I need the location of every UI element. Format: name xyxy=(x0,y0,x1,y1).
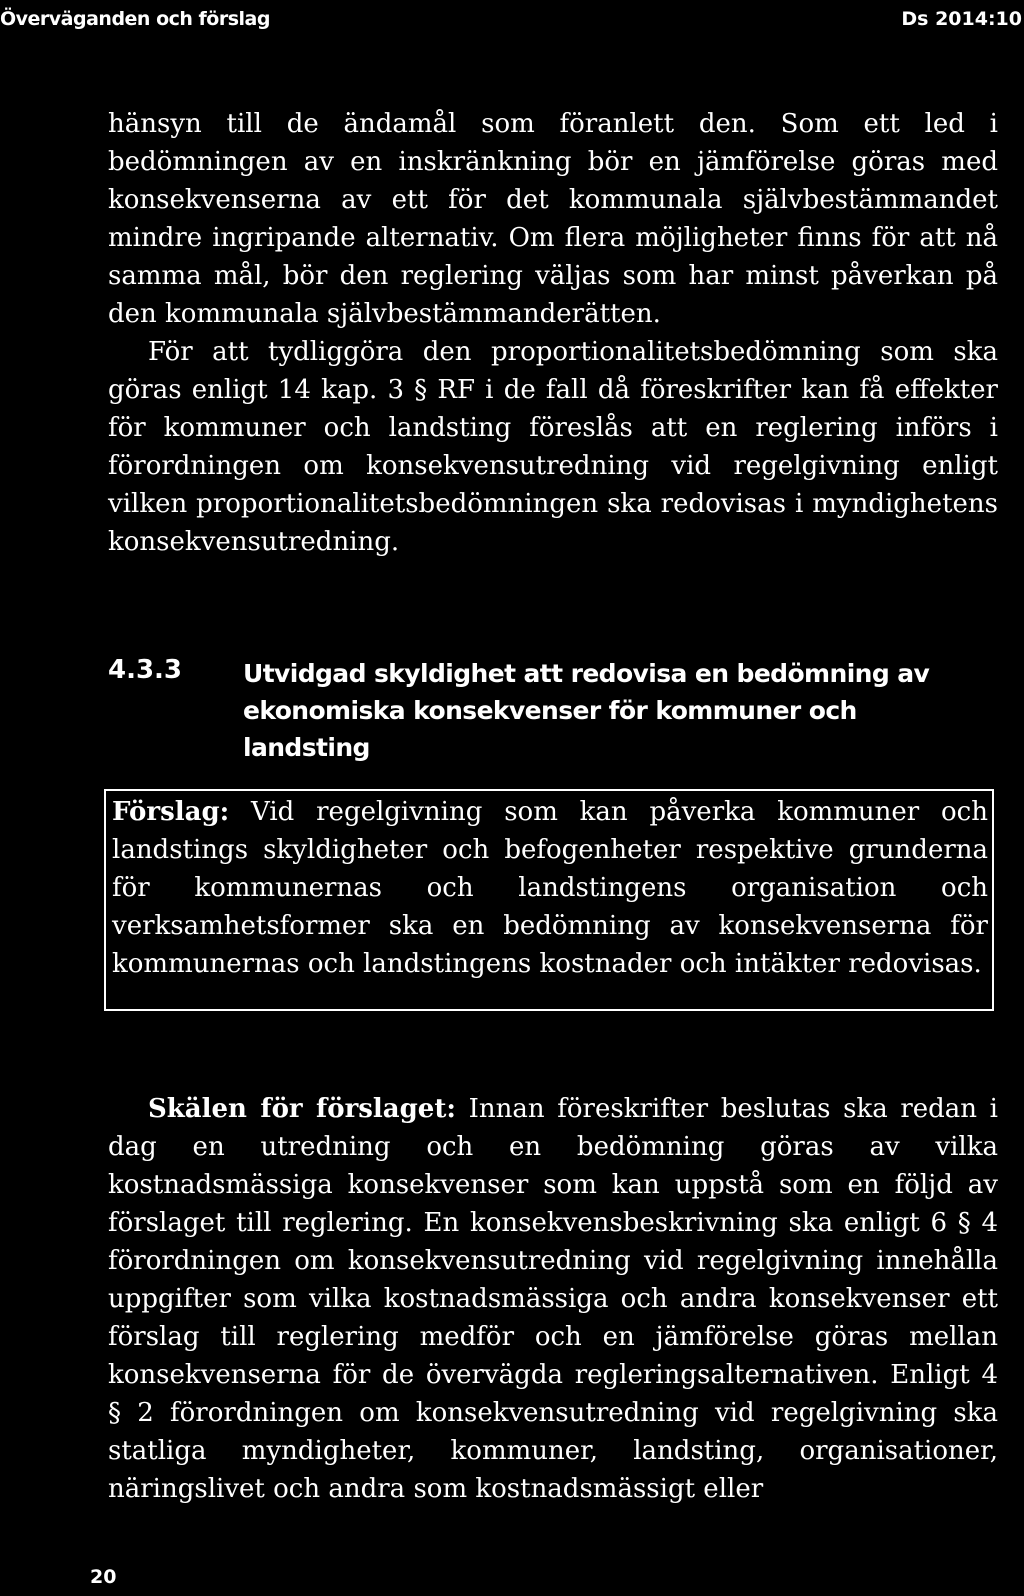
reasons-body: Innan föreskrifter beslutas ska redan i dag en utredning och en bedömning göras av vilka kostnadsmässiga konsekvenser som kan uppstå som en följd av förslaget till reglering. En konsekvensbeskrivning ska enligt 6 § 4 förordningen om konsekvensutredning vid regelgivning innehålla uppgifter som vilka kostnadsmässiga och andra konsekvenser ett förslag till reglering medför och en jämförelse göras mellan konsekvenserna för de övervägda regleringsalternativen. Enligt 4 § 2 förordningen om konsekvensutredning vid regelgivning ska statliga myndigheter, kommuner, landsting, organisationer, näringslivet och andra som kostnadsmässigt eller xyxy=(108,1094,999,1504)
section-heading: Utvidgad skyldighet att redovisa en bedömning av ekonomiska konsekvenser för kommuner och landsting xyxy=(243,659,930,762)
running-header-doc-id: Ds 2014:10 xyxy=(901,8,1022,30)
body-paragraph-1: hänsyn till de ändamål som föranlett den. Som ett led i bedömningen av en inskränkning bör en jämförelse göras med konsekvenserna av ett för det kommunala självbestämmandet mindre ingripande alternativ. Om flera möjligheter finns för att nå samma mål, bör den reglering väljas som har minst påverkan på den kommunala självbestämmanderätten. xyxy=(108,109,998,329)
proposal-box xyxy=(104,789,994,1011)
page-number: 20 xyxy=(90,1566,117,1588)
running-header-title: Överväganden och förslag xyxy=(0,8,270,30)
reasons-paragraph xyxy=(108,1090,998,1508)
body-paragraph-2: För att tydliggöra den proportionalitetsbedömning som ska göras enligt 14 kap. 3 § RF i de fall då föreskrifter kan få effekter för kommuner och landsting föreslås att en reglering införs i förordningen om konsekvensutredning vid regelgivning enligt vilken proportionalitetsbedömningen ska redovisas i myndighetens konsekvensutredning. xyxy=(108,337,998,557)
section-number: 4.3.3 xyxy=(108,655,183,685)
proposal-text xyxy=(112,793,988,983)
proposal-body: Vid regelgivning som kan påverka kommuner och landstings skyldigheter och befogenheter respektive grunderna för kommunernas och landstingens organisation och verksamhetsformer ska en bedömning av konsekvenserna för kommunernas och landstingens kostnader och intäkter redovisas. xyxy=(112,797,988,979)
reasons-label: Skälen för förslaget: xyxy=(148,1094,456,1124)
proposal-label: Förslag: xyxy=(112,797,230,827)
